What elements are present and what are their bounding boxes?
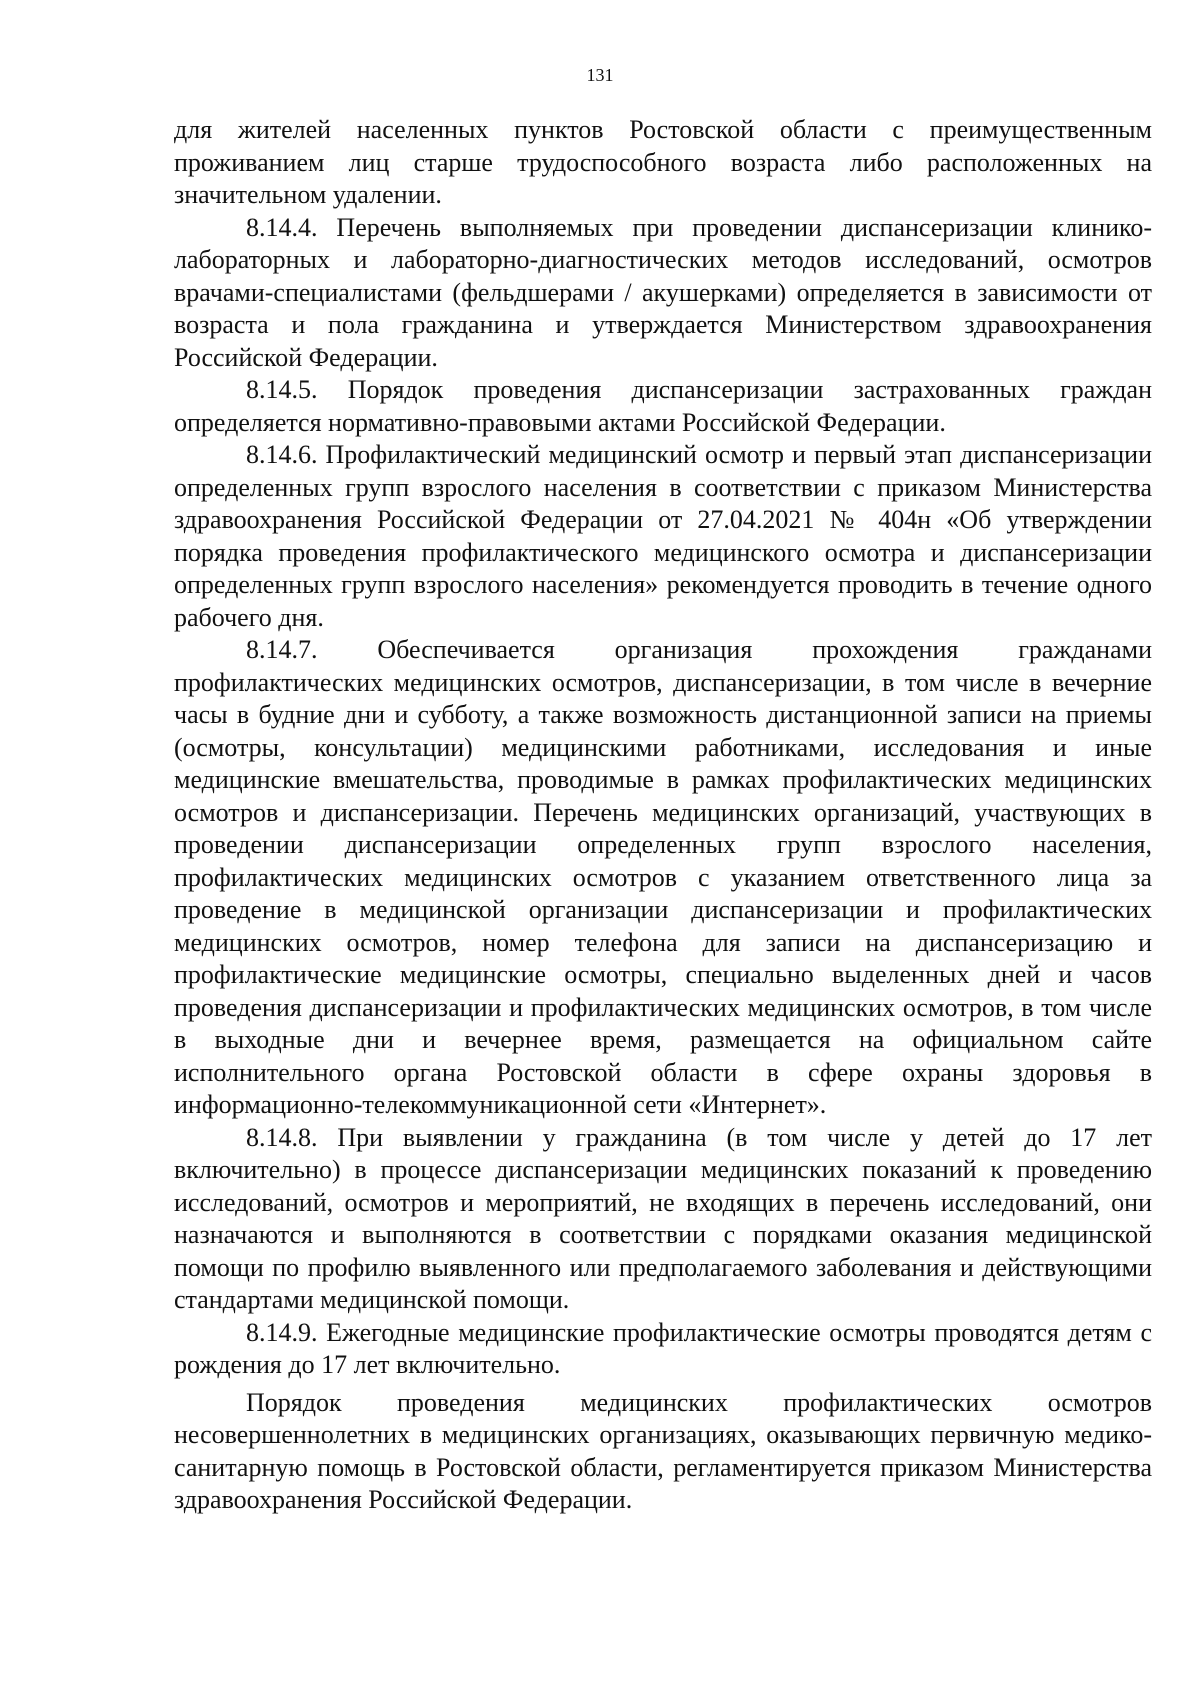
paragraph-procedure: Порядок проведения медицинских профилактических осмотров несовершеннолетних в медицинских организациях, оказывающих первичную медико-санитарную помощь в Ростовской области, регламентируется приказом Министерства здравоохранения Российской Федерации. bbox=[174, 1387, 1152, 1514]
paragraph-8-14-7: 8.14.7. Обеспечивается организация прохождения гражданами профилактических медицинских осмотров, диспансеризации, в том числе в вечерние часы в будние дни и субботу, а также возможность дистанционной записи на приемы (осмотры, консультации) медицинскими работниками, исследования и иные медицинские вмешательства, проводимые в рамках профилактических медицинских осмотров и диспансеризации. Перечень медицинских организаций, участвующих в проведении диспансеризации определенных групп взрослого населения, профилактических медицинских осмотров с указанием ответственного лица за проведение в медицинской организации диспансеризации и профилактических медицинских осмотров, номер телефона для записи на диспансеризацию и профилактические медицинские осмотры, специально выделенных дней и часов проведения диспансеризации и профилактических медицинских осмотров, в том числе в выходные дни и вечернее время, размещается на официальном сайте исполнительного органа Ростовской области в сфере охраны здоровья в информационно-телекоммуникационной сети «Интернет». bbox=[174, 635, 1152, 1119]
paragraph-8-14-8: 8.14.8. При выявлении у гражданина (в том числе у детей до 17 лет включительно) в процессе диспансеризации медицинских показаний к проведению исследований, осмотров и мероприятий, не входящих в перечень исследований, они назначаются и выполняются в соответствии с порядками оказания медицинской помощи по профилю выявленного или предполагаемого заболевания и действующими стандартами медицинской помощи. bbox=[174, 1122, 1152, 1314]
paragraph-continuation: для жителей населенных пунктов Ростовской области с преимущественным проживанием лиц старше трудоспособного возраста либо расположенных на значительном удалении. bbox=[174, 115, 1152, 209]
document-body bbox=[174, 114, 1152, 1517]
page-number: 131 bbox=[586, 65, 614, 85]
paragraph-8-14-4: 8.14.4. Перечень выполняемых при проведении диспансеризации клинико-лабораторных и лабораторно-диагностических методов исследований, осмотров врачами-специалистами (фельдшерами / акушерками) определяется в зависимости от возраста и пола гражданина и утверждается Министерством здравоохранения Российской Федерации. bbox=[174, 212, 1152, 372]
paragraph-8-14-6: 8.14.6. Профилактический медицинский осмотр и первый этап диспансеризации определенных групп взрослого населения в соответствии с приказом Министерства здравоохранения Российской Федерации от 27.04.2021 № 404н «Об утверждении порядка проведения профилактического медицинского осмотра и диспансеризации определенных групп взрослого населения» рекомендуется проводить в течение одного рабочего дня. bbox=[174, 440, 1152, 632]
paragraph-8-14-9: 8.14.9. Ежегодные медицинские профилактические осмотры проводятся детям с рождения до 17 лет включительно. bbox=[174, 1317, 1152, 1379]
paragraph-8-14-5: 8.14.5. Порядок проведения диспансеризации застрахованных граждан определяется нормативно-правовыми актами Российской Федерации. bbox=[174, 375, 1152, 437]
